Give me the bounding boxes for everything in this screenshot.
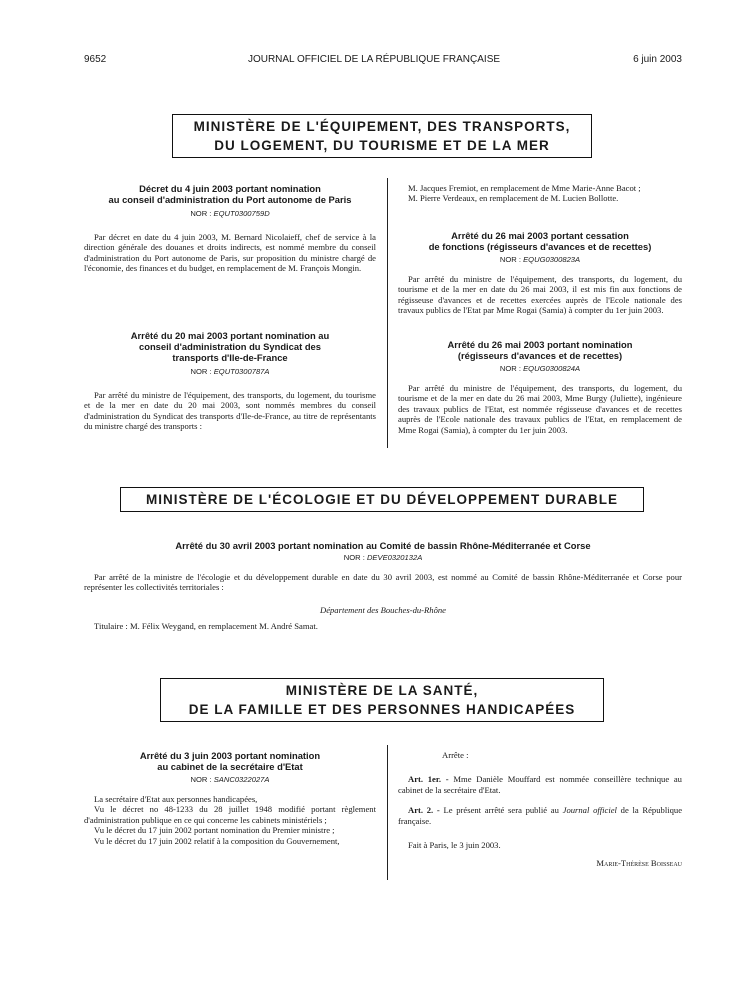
members-list bbox=[398, 183, 682, 204]
decret-body bbox=[84, 232, 376, 274]
arrete-comite-bassin bbox=[84, 540, 682, 632]
article-1 bbox=[398, 774, 682, 795]
issue-date: 6 juin 2003 bbox=[633, 54, 682, 65]
member-item: M. Pierre Verdeaux, en remplacement de M. Lucien Bollotte. bbox=[408, 193, 619, 204]
arrete-cabinet bbox=[84, 750, 376, 846]
arrete-body bbox=[84, 572, 682, 593]
arrete-title-line2: de fonctions (régisseurs d'avances et de recettes) bbox=[428, 241, 652, 252]
visas bbox=[84, 794, 376, 846]
visa-item: Vu le décret du 17 juin 2002 portant nomination du Premier ministre ; bbox=[94, 825, 335, 836]
nor-code: SANC0322027A bbox=[213, 775, 270, 784]
ministry-title-line1: MINISTÈRE DE L'ÉQUIPEMENT, DES TRANSPORTS, bbox=[193, 119, 571, 134]
nor-label: NOR : bbox=[499, 364, 524, 373]
department-heading: Département des Bouches-du-Rhône bbox=[319, 604, 446, 615]
arrete-body bbox=[398, 274, 682, 316]
arrete-body-text: Par arrêté de la ministre de l'écologie et du développement durable en date du 30 avril 2003, est nommé au Comité de bassin Rhône-Méditerranée et Corse pour représenter les collectivités territoriales : bbox=[84, 572, 682, 593]
ministry-title: MINISTÈRE DE L'ÉCOLOGIE ET DU DÉVELOPPEMENT DURABLE bbox=[146, 492, 618, 507]
arrete-nomination-regisseurs bbox=[398, 339, 682, 435]
ministry-title-line1: MINISTÈRE DE LA SANTÉ, bbox=[285, 683, 479, 698]
fait-a-paris: Fait à Paris, le 3 juin 2003. bbox=[408, 840, 501, 851]
nor-label: NOR : bbox=[343, 553, 367, 562]
article-2-label: Art. 2. - bbox=[408, 805, 440, 816]
nor-code: DEVE0320132A bbox=[366, 553, 423, 562]
nor-code: EQUG0300823A bbox=[523, 255, 581, 264]
nor-label: NOR : bbox=[190, 775, 214, 784]
column-divider bbox=[387, 178, 388, 448]
decret-port-autonome bbox=[84, 183, 376, 274]
page-number: 9652 bbox=[84, 54, 107, 65]
visa-item: Vu le décret no 48-1233 du 28 juillet 1948 modifié portant règlement d'administration publique en ce qui concerne les cabinets ministériels ; bbox=[84, 804, 376, 825]
decret-title bbox=[84, 183, 376, 205]
ministry-title-line2: DU LOGEMENT, DU TOURISME ET DE LA MER bbox=[214, 138, 550, 153]
arrete-title-line2: au cabinet de la secrétaire d'Etat bbox=[157, 761, 303, 772]
ministry-box-ecologie bbox=[120, 487, 644, 512]
member-item: M. Jacques Fremiot, en remplacement de Mme Marie-Anne Bacot ; bbox=[408, 183, 641, 193]
column-divider bbox=[387, 745, 388, 880]
arrete-title-line3: transports d'Ile-de-France bbox=[172, 352, 288, 363]
article-2-journal: Journal officiel bbox=[562, 805, 617, 816]
signature: Marie-Thérèse Boisseau bbox=[596, 858, 682, 869]
article-2-text-end: de la République française. bbox=[398, 805, 683, 826]
nor-label: NOR : bbox=[499, 255, 524, 264]
visa-item: La secrétaire d'Etat aux personnes handicapées, bbox=[94, 794, 258, 804]
arrete-body-text: Par arrêté du ministre de l'équipement, des transports, du logement, du tourisme et de la mer en date du 20 mai 2003, sont nommés membres du conseil d'administration du Syndicat des transports d'Ile-de-France, au titre de représentants du ministre chargé des transports : bbox=[84, 390, 376, 432]
arrete-body-text: Par arrêté du ministre de l'équipement, des transports, du logement, du tourisme et de la mer en date du 26 mai 2003, Mme Burgy (Juliette), ingénieure des travaux publics de l'Etat, est nommée régisseuse d'avances et de recettes auprès de l'Ecole nationale des travaux publics de l'Etat, en remplacement de Mme Rogai (Samia), à compter du 1er juin 2003. bbox=[398, 383, 682, 435]
nor-reference bbox=[398, 364, 682, 373]
titulaire-line bbox=[84, 621, 682, 631]
arrete-title-line1: Arrêté du 20 mai 2003 portant nomination au bbox=[130, 330, 330, 341]
arrete-body-text: Par arrêté du ministre de l'équipement, des transports, du logement, du tourisme et de la mer en date du 26 mai 2003, il est mis fin aux fonctions de régisseuse d'avances et de recettes exercées auprès de l'Ecole nationale des travaux publics de l'Etat par Mme Rogai (Samia) à compter du 1er juin 2003. bbox=[398, 274, 682, 316]
arrete-title bbox=[398, 339, 682, 361]
decret-body-text: Par décret en date du 4 juin 2003, M. Bernard Nicolaieff, chef de service à la direction générale des douanes et droits indirects, est nommé membre du conseil d'administration du Port autonome de Paris, sur proposition du ministre chargé de l'économie, des finances et du budget, en remplacement de M. François Mongin. bbox=[84, 232, 376, 274]
nor-code: EQUT0300759D bbox=[213, 209, 270, 218]
arrete-cessation bbox=[398, 230, 682, 316]
arrete-title bbox=[84, 330, 376, 363]
visa-item: Vu le décret du 17 juin 2002 relatif à la composition du Gouvernement, bbox=[94, 835, 340, 846]
nor-reference bbox=[84, 553, 682, 562]
arrete-articles bbox=[398, 750, 682, 869]
nor-label: NOR : bbox=[190, 209, 214, 218]
nor-code: EQUG0300824A bbox=[523, 364, 581, 373]
ministry-box-sante bbox=[160, 678, 604, 722]
article-1-label: Art. 1er. - bbox=[408, 774, 449, 785]
arrete-title-line2: conseil d'administration du Syndicat des bbox=[139, 341, 321, 352]
article-1-text: Mme Danièle Mouffard est nommée conseillère technique au cabinet de la secrétaire d'Etat. bbox=[398, 774, 682, 795]
arrete-syndicat-transports bbox=[84, 330, 376, 432]
nor-reference bbox=[84, 775, 376, 784]
article-2 bbox=[398, 805, 682, 826]
nor-reference bbox=[84, 367, 376, 376]
arrete-body bbox=[398, 383, 682, 435]
nor-label: NOR : bbox=[190, 367, 214, 376]
arrete-title-line1: Arrêté du 26 mai 2003 portant nomination bbox=[447, 339, 633, 350]
arrete-label: Arrête : bbox=[442, 750, 469, 760]
arrete-title-line1: Arrêté du 3 juin 2003 portant nomination bbox=[139, 750, 321, 761]
arrete-body bbox=[84, 390, 376, 432]
arrete-title bbox=[84, 750, 376, 772]
article-2-text: Le présent arrêté sera publié au bbox=[443, 805, 559, 816]
decret-title-line1: Décret du 4 juin 2003 portant nomination bbox=[139, 183, 321, 194]
nor-reference bbox=[84, 209, 376, 218]
ministry-box-equipement bbox=[172, 114, 592, 158]
arrete-title bbox=[398, 230, 682, 252]
arrete-title: Arrêté du 30 avril 2003 portant nomination au Comité de bassin Rhône-Méditerranée et Corse bbox=[175, 540, 591, 551]
nor-code: EQUT0300787A bbox=[213, 367, 270, 376]
nor-reference bbox=[398, 255, 682, 264]
titulaire-text: Titulaire : M. Félix Weygand, en remplacement M. André Samat. bbox=[94, 621, 318, 632]
arrete-title-line1: Arrêté du 26 mai 2003 portant cessation bbox=[451, 230, 629, 241]
arrete-title-line2: (régisseurs d'avances et de recettes) bbox=[457, 350, 623, 361]
journal-title: JOURNAL OFFICIEL DE LA RÉPUBLIQUE FRANÇAISE bbox=[247, 54, 501, 65]
ministry-title-line2: DE LA FAMILLE ET DES PERSONNES HANDICAPÉES bbox=[188, 702, 576, 717]
decret-title-line2: au conseil d'administration du Port autonome de Paris bbox=[108, 194, 352, 205]
